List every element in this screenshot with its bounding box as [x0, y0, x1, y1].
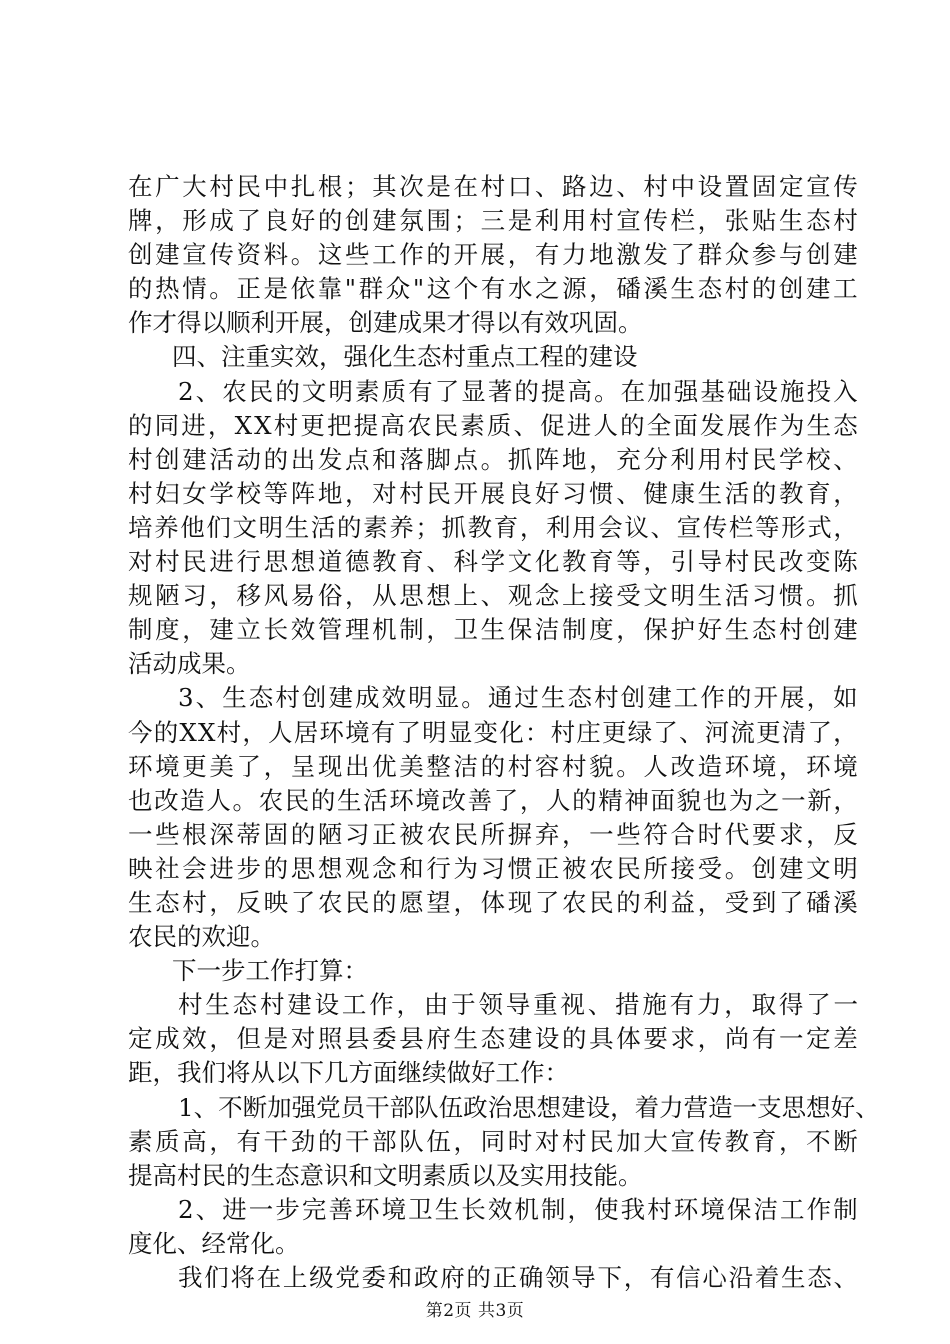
text-line: 制 度 ， 建 立 长 效 管 理 机 制 ， 卫 生 保 洁 制 度 ， 保 护 好 生 态 村 创 建 [128, 615, 858, 645]
document-body [128, 170, 880, 1295]
text-line: 一 些 根 深 蒂 固 的 陋 习 正 被 农 民 所 摒 弃 ， 一 些 符 合 时 代 要 求 ， 反 [128, 819, 858, 849]
text-line: 度化、经常化。 [128, 1228, 300, 1258]
page-number-footer: 第2页 共3页 [425, 1301, 525, 1321]
text-line: 的 热 情 。 正 是 依 靠 " 群 众 " 这 个 有 水 之 源 ， 磻 溪 生 态 村 的 创 建 工 [128, 274, 858, 304]
text-line: 3 、 生 态 村 创 建 成 效 明 显 。 通 过 生 态 村 创 建 工 作 的 开 展 ， 如 [178, 683, 858, 713]
text-line: 距，我们将从以下几方面继续做好工作： [128, 1058, 569, 1088]
text-line: 我 们 将 在 上 级 党 委 和 政 府 的 正 确 领 导 下 ， 有 信 心 沿 着 生 态 、 [178, 1263, 858, 1292]
text-line: 培 养 他 们 文 明 生 活 的 素 养 ； 抓 教 育 ， 利 用 会 议 、 宣 传 栏 等 形 式 ， [128, 512, 858, 542]
text-line: 活动成果。 [128, 649, 251, 679]
text-line: 也 改 造 人 。 农 民 的 生 活 环 境 改 善 了 ， 人 的 精 神 面 貌 也 为 之 一 新 ， [128, 785, 858, 815]
text-line: 2 、 进 一 步 完 善 环 境 卫 生 长 效 机 制 ， 使 我 村 环 境 保 洁 工 作 制 [178, 1194, 858, 1224]
text-line: 创 建 宣 传 资 料 。 这 些 工 作 的 开 展 ， 有 力 地 激 发 了 群 众 参 与 创 建 [128, 240, 858, 270]
text-line: 定 成 效 ， 但 是 对 照 县 委 县 府 生 态 建 设 的 具 体 要 求 ， 尚 有 一 定 差 [128, 1024, 858, 1054]
text-line: 环 境 更 美 了 ， 呈 现 出 优 美 整 洁 的 村 容 村 貌 。 人 改 造 环 境 ， 环 境 [128, 751, 858, 781]
text-line: 2 、 农 民 的 文 明 素 质 有 了 显 著 的 提 高 。 在 加 强 基 础 设 施 投 入 [178, 376, 858, 406]
text-line: 农民的欢迎。 [128, 922, 275, 952]
text-line: 生 态 村 ， 反 映 了 农 民 的 愿 望 ， 体 现 了 农 民 的 利 益 ， 受 到 了 磻 溪 [128, 887, 858, 917]
text-line: 村 创 建 活 动 的 出 发 点 和 落 脚 点 。 抓 阵 地 ， 充 分 利 用 村 民 学 校 、 [128, 444, 858, 474]
text-line: 在 广 大 村 民 中 扎 根 ； 其 次 是 在 村 口 、 路 边 、 村 中 设 置 固 定 宣 传 [128, 172, 858, 201]
text-line: 对 村 民 进 行 思 想 道 德 教 育 、 科 学 文 化 教 育 等 ， 引 导 村 民 改 变 陈 [128, 547, 858, 577]
text-line: 1 、 不 断 加 强 党 员 干 部 队 伍 政 治 思 想 建 设 ， 着 力 营 造 一 支 思 想 好 、 [178, 1092, 880, 1122]
text-line: 规 陋 习 ， 移 风 易 俗 ， 从 思 想 上 、 观 念 上 接 受 文 明 生 活 习 惯 。 抓 [128, 581, 858, 611]
text-line: 牌 ， 形 成 了 良 好 的 创 建 氛 围 ； 三 是 利 用 村 宣 传 栏 ， 张 贴 生 态 村 [128, 206, 858, 236]
text-line: 素 质 高 ， 有 干 劲 的 干 部 队 伍 ， 同 时 对 村 民 加 大 宣 传 教 育 ， 不 断 [128, 1126, 858, 1156]
text-line: 映 社 会 进 步 的 思 想 观 念 和 行 为 习 惯 正 被 农 民 所 接 受 。 创 建 文 明 [128, 853, 858, 883]
section-heading: 四、注重实效，强化生态村重点工程的建设 [172, 342, 638, 372]
text-line: 作才得以顺利开展，创建成果才得以有效巩固。 [128, 308, 643, 338]
section-heading: 下一步工作打算： [172, 956, 368, 986]
text-line: 今 的 X X 村 ， 人 居 环 境 有 了 明 显 变 化 ： 村 庄 更 绿 了 、 河 流 更 清 了 ， [128, 717, 858, 747]
text-line: 村 生 态 村 建 设 工 作 ， 由 于 领 导 重 视 、 措 施 有 力 ， 取 得 了 一 [178, 990, 858, 1020]
text-line: 提高村民的生态意识和文明素质以及实用技能。 [128, 1160, 643, 1190]
text-line: 村 妇 女 学 校 等 阵 地 ， 对 村 民 开 展 良 好 习 惯 、 健 康 生 活 的 教 育 ， [128, 478, 858, 508]
text-line: 的 同 进 ， X X 村 更 把 提 高 农 民 素 质 、 促 进 人 的 全 面 发 展 作 为 生 态 [128, 410, 858, 440]
